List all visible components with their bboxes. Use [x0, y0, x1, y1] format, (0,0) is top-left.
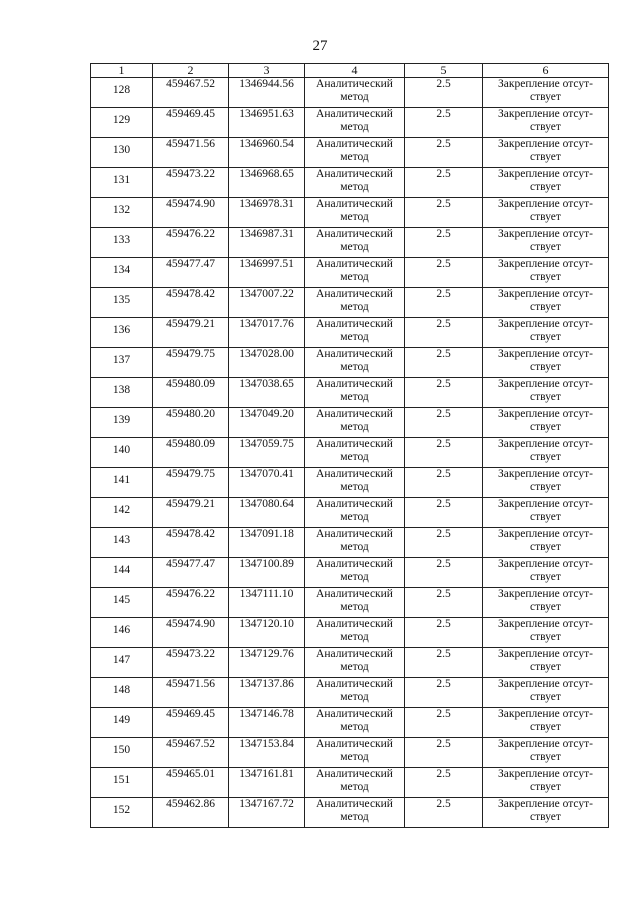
method-cell: Аналитический метод	[305, 378, 405, 408]
table-row	[91, 558, 609, 588]
x-coordinate-cell: 459467.52	[153, 78, 229, 108]
point-number: 139	[112, 414, 131, 426]
method-cell: Аналитический метод	[305, 258, 405, 288]
x-coordinate-cell: 459467.52	[153, 738, 229, 768]
table-row	[91, 708, 609, 738]
fixing-cell: Закрепление отсут-ствует	[483, 198, 609, 228]
accuracy-cell: 2.5	[405, 468, 483, 498]
point-number: 143	[112, 534, 131, 546]
table-row	[91, 198, 609, 228]
method-cell: Аналитический метод	[305, 468, 405, 498]
table-row	[91, 378, 609, 408]
fixing-cell: Закрепление отсут-ствует	[483, 78, 609, 108]
method-cell: Аналитический метод	[305, 108, 405, 138]
method-cell: Аналитический метод	[305, 798, 405, 828]
fixing-cell: Закрепление отсут-ствует	[483, 108, 609, 138]
page-number: 27	[312, 38, 328, 54]
y-coordinate-cell: 1346944.56	[229, 78, 305, 108]
y-coordinate-cell: 1346987.31	[229, 228, 305, 258]
y-coordinate-cell: 1347049.20	[229, 408, 305, 438]
header-col-2: 2	[153, 64, 229, 78]
fixing-cell: Закрепление отсут-ствует	[483, 768, 609, 798]
y-coordinate-cell: 1347137.86	[229, 678, 305, 708]
table-row	[91, 648, 609, 678]
fixing-cell: Закрепление отсут-ствует	[483, 438, 609, 468]
point-number: 141	[112, 474, 131, 486]
point-number: 130	[112, 144, 131, 156]
x-coordinate-cell: 459478.42	[153, 288, 229, 318]
fixing-cell: Закрепление отсут-ствует	[483, 318, 609, 348]
y-coordinate-cell: 1347120.10	[229, 618, 305, 648]
accuracy-cell: 2.5	[405, 648, 483, 678]
accuracy-cell: 2.5	[405, 348, 483, 378]
point-number-cell	[91, 588, 153, 618]
table-body	[91, 78, 609, 828]
fixing-cell: Закрепление отсут-ствует	[483, 288, 609, 318]
y-coordinate-cell: 1347028.00	[229, 348, 305, 378]
fixing-cell: Закрепление отсут-ствует	[483, 168, 609, 198]
point-number-cell	[91, 738, 153, 768]
table-row	[91, 348, 609, 378]
point-number: 149	[112, 714, 131, 726]
x-coordinate-cell: 459462.86	[153, 798, 229, 828]
y-coordinate-cell: 1346960.54	[229, 138, 305, 168]
fixing-cell: Закрепление отсут-ствует	[483, 708, 609, 738]
y-coordinate-cell: 1347091.18	[229, 528, 305, 558]
header-col-3: 3	[229, 64, 305, 78]
point-number-cell	[91, 258, 153, 288]
x-coordinate-cell: 459471.56	[153, 138, 229, 168]
method-cell: Аналитический метод	[305, 318, 405, 348]
method-cell: Аналитический метод	[305, 138, 405, 168]
accuracy-cell: 2.5	[405, 708, 483, 738]
table-row	[91, 588, 609, 618]
point-number: 136	[112, 324, 131, 336]
x-coordinate-cell: 459474.90	[153, 198, 229, 228]
point-number: 151	[112, 774, 131, 786]
point-number: 132	[112, 204, 131, 216]
y-coordinate-cell: 1347167.72	[229, 798, 305, 828]
point-number-cell	[91, 648, 153, 678]
y-coordinate-cell: 1346997.51	[229, 258, 305, 288]
table-row	[91, 468, 609, 498]
y-coordinate-cell: 1347129.76	[229, 648, 305, 678]
y-coordinate-cell: 1347070.41	[229, 468, 305, 498]
point-number: 135	[112, 294, 131, 306]
accuracy-cell: 2.5	[405, 138, 483, 168]
accuracy-cell: 2.5	[405, 78, 483, 108]
fixing-cell: Закрепление отсут-ствует	[483, 678, 609, 708]
y-coordinate-cell: 1347111.10	[229, 588, 305, 618]
accuracy-cell: 2.5	[405, 618, 483, 648]
point-number: 134	[112, 264, 131, 276]
fixing-cell: Закрепление отсут-ствует	[483, 528, 609, 558]
fixing-cell: Закрепление отсут-ствует	[483, 138, 609, 168]
point-number-cell	[91, 138, 153, 168]
header-col-4: 4	[305, 64, 405, 78]
x-coordinate-cell: 459469.45	[153, 708, 229, 738]
x-coordinate-cell: 459480.20	[153, 408, 229, 438]
point-number-cell	[91, 318, 153, 348]
fixing-cell: Закрепление отсут-ствует	[483, 618, 609, 648]
y-coordinate-cell: 1346978.31	[229, 198, 305, 228]
y-coordinate-cell: 1347146.78	[229, 708, 305, 738]
x-coordinate-cell: 459473.22	[153, 648, 229, 678]
accuracy-cell: 2.5	[405, 168, 483, 198]
method-cell: Аналитический метод	[305, 558, 405, 588]
table-row	[91, 138, 609, 168]
table-row	[91, 738, 609, 768]
x-coordinate-cell: 459480.09	[153, 438, 229, 468]
method-cell: Аналитический метод	[305, 228, 405, 258]
point-number-cell	[91, 558, 153, 588]
method-cell: Аналитический метод	[305, 498, 405, 528]
table-row	[91, 498, 609, 528]
y-coordinate-cell: 1347161.81	[229, 768, 305, 798]
x-coordinate-cell: 459476.22	[153, 228, 229, 258]
point-number: 147	[112, 654, 131, 666]
table-row	[91, 408, 609, 438]
x-coordinate-cell: 459476.22	[153, 588, 229, 618]
x-coordinate-cell: 459479.21	[153, 498, 229, 528]
x-coordinate-cell: 459477.47	[153, 258, 229, 288]
accuracy-cell: 2.5	[405, 738, 483, 768]
y-coordinate-cell: 1347059.75	[229, 438, 305, 468]
point-number: 137	[112, 354, 131, 366]
point-number: 129	[112, 114, 131, 126]
accuracy-cell: 2.5	[405, 528, 483, 558]
point-number-cell	[91, 468, 153, 498]
point-number: 131	[112, 174, 131, 186]
point-number-cell	[91, 768, 153, 798]
fixing-cell: Закрепление отсут-ствует	[483, 408, 609, 438]
point-number: 150	[112, 744, 131, 756]
point-number-cell	[91, 108, 153, 138]
method-cell: Аналитический метод	[305, 288, 405, 318]
point-number-cell	[91, 78, 153, 108]
accuracy-cell: 2.5	[405, 438, 483, 468]
point-number: 145	[112, 594, 131, 606]
table-row	[91, 318, 609, 348]
x-coordinate-cell: 459479.75	[153, 348, 229, 378]
method-cell: Аналитический метод	[305, 528, 405, 558]
fixing-cell: Закрепление отсут-ствует	[483, 738, 609, 768]
x-coordinate-cell: 459473.22	[153, 168, 229, 198]
point-number: 138	[112, 384, 131, 396]
point-number-cell	[91, 408, 153, 438]
table-header-row	[91, 64, 609, 78]
y-coordinate-cell: 1347007.22	[229, 288, 305, 318]
fixing-cell: Закрепление отсут-ствует	[483, 558, 609, 588]
table-row	[91, 168, 609, 198]
point-number-cell	[91, 798, 153, 828]
accuracy-cell: 2.5	[405, 678, 483, 708]
table-row	[91, 528, 609, 558]
point-number: 128	[112, 84, 131, 96]
method-cell: Аналитический метод	[305, 168, 405, 198]
method-cell: Аналитический метод	[305, 348, 405, 378]
y-coordinate-cell: 1347017.76	[229, 318, 305, 348]
accuracy-cell: 2.5	[405, 378, 483, 408]
accuracy-cell: 2.5	[405, 228, 483, 258]
point-number-cell	[91, 228, 153, 258]
point-number-cell	[91, 168, 153, 198]
fixing-cell: Закрепление отсут-ствует	[483, 498, 609, 528]
point-number-cell	[91, 678, 153, 708]
point-number: 133	[112, 234, 131, 246]
y-coordinate-cell: 1347038.65	[229, 378, 305, 408]
point-number-cell	[91, 498, 153, 528]
table-row	[91, 618, 609, 648]
table-row	[91, 258, 609, 288]
y-coordinate-cell: 1347100.89	[229, 558, 305, 588]
accuracy-cell: 2.5	[405, 318, 483, 348]
point-number-cell	[91, 708, 153, 738]
fixing-cell: Закрепление отсут-ствует	[483, 378, 609, 408]
x-coordinate-cell: 459480.09	[153, 378, 229, 408]
table-row	[91, 768, 609, 798]
method-cell: Аналитический метод	[305, 198, 405, 228]
fixing-cell: Закрепление отсут-ствует	[483, 258, 609, 288]
method-cell: Аналитический метод	[305, 678, 405, 708]
y-coordinate-cell: 1346968.65	[229, 168, 305, 198]
header-col-5: 5	[405, 64, 483, 78]
accuracy-cell: 2.5	[405, 198, 483, 228]
x-coordinate-cell: 459474.90	[153, 618, 229, 648]
point-number: 142	[112, 504, 131, 516]
table-row	[91, 678, 609, 708]
method-cell: Аналитический метод	[305, 438, 405, 468]
fixing-cell: Закрепление отсут-ствует	[483, 798, 609, 828]
accuracy-cell: 2.5	[405, 408, 483, 438]
point-number-cell	[91, 438, 153, 468]
x-coordinate-cell: 459479.21	[153, 318, 229, 348]
method-cell: Аналитический метод	[305, 408, 405, 438]
accuracy-cell: 2.5	[405, 108, 483, 138]
method-cell: Аналитический метод	[305, 588, 405, 618]
table-row	[91, 108, 609, 138]
x-coordinate-cell: 459471.56	[153, 678, 229, 708]
accuracy-cell: 2.5	[405, 588, 483, 618]
fixing-cell: Закрепление отсут-ствует	[483, 468, 609, 498]
y-coordinate-cell: 1346951.63	[229, 108, 305, 138]
fixing-cell: Закрепление отсут-ствует	[483, 588, 609, 618]
x-coordinate-cell: 459465.01	[153, 768, 229, 798]
header-col-1: 1	[91, 64, 153, 78]
method-cell: Аналитический метод	[305, 768, 405, 798]
accuracy-cell: 2.5	[405, 258, 483, 288]
accuracy-cell: 2.5	[405, 798, 483, 828]
fixing-cell: Закрепление отсут-ствует	[483, 348, 609, 378]
point-number: 148	[112, 684, 131, 696]
y-coordinate-cell: 1347080.64	[229, 498, 305, 528]
point-number: 146	[112, 624, 131, 636]
method-cell: Аналитический метод	[305, 738, 405, 768]
x-coordinate-cell: 459479.75	[153, 468, 229, 498]
x-coordinate-cell: 459477.47	[153, 558, 229, 588]
fixing-cell: Закрепление отсут-ствует	[483, 228, 609, 258]
point-number: 152	[112, 804, 131, 816]
fixing-cell: Закрепление отсут-ствует	[483, 648, 609, 678]
table-row	[91, 798, 609, 828]
x-coordinate-cell: 459478.42	[153, 528, 229, 558]
point-number-cell	[91, 618, 153, 648]
method-cell: Аналитический метод	[305, 618, 405, 648]
point-number-cell	[91, 528, 153, 558]
point-number: 144	[112, 564, 131, 576]
header-col-6: 6	[483, 64, 609, 78]
accuracy-cell: 2.5	[405, 558, 483, 588]
table-row	[91, 78, 609, 108]
method-cell: Аналитический метод	[305, 78, 405, 108]
coordinates-table	[90, 63, 609, 828]
point-number-cell	[91, 378, 153, 408]
method-cell: Аналитический метод	[305, 648, 405, 678]
point-number: 140	[112, 444, 131, 456]
accuracy-cell: 2.5	[405, 288, 483, 318]
accuracy-cell: 2.5	[405, 768, 483, 798]
table-row	[91, 288, 609, 318]
point-number-cell	[91, 198, 153, 228]
x-coordinate-cell: 459469.45	[153, 108, 229, 138]
y-coordinate-cell: 1347153.84	[229, 738, 305, 768]
method-cell: Аналитический метод	[305, 708, 405, 738]
point-number-cell	[91, 348, 153, 378]
point-number-cell	[91, 288, 153, 318]
accuracy-cell: 2.5	[405, 498, 483, 528]
table-row	[91, 438, 609, 468]
table-row	[91, 228, 609, 258]
